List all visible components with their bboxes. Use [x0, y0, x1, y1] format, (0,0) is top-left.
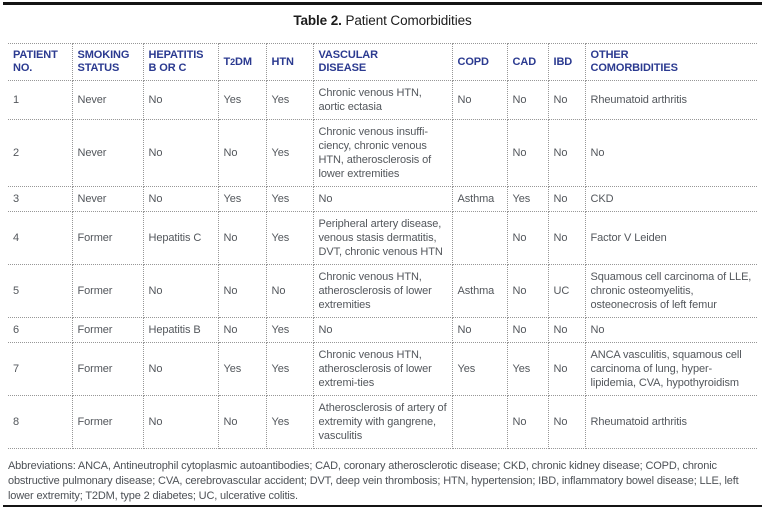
- cell-hepatitis-b-or-c: No: [143, 343, 218, 396]
- cell-t2dm: No: [218, 120, 266, 187]
- table-body: [8, 81, 757, 449]
- cell-smoking-status: Never: [72, 81, 143, 120]
- cell-other-comorbidities: Squamous cell carcinoma of LLE, chronic osteomyelitis, osteonecrosis of left femur: [585, 265, 757, 318]
- cell-htn: Yes: [266, 212, 313, 265]
- cell-vascular-disease: Atherosclerosis of artery of extremity with gangrene, vasculitis: [313, 396, 452, 449]
- cell-cad: Yes: [507, 187, 548, 212]
- cell-hepatitis-b-or-c: No: [143, 187, 218, 212]
- cell-t2dm: No: [218, 212, 266, 265]
- cell-copd: No: [452, 318, 507, 343]
- cell-patient-no: 6: [8, 318, 72, 343]
- header-copd: COPD: [452, 44, 507, 81]
- cell-hepatitis-b-or-c: Hepatitis C: [143, 212, 218, 265]
- table-row: [8, 212, 757, 265]
- cell-vascular-disease: Chronic venous insuffi-ciency, chronic venous HTN, atherosclerosis of lower extremities: [313, 120, 452, 187]
- cell-ibd: No: [548, 318, 585, 343]
- header-smoking-status: SMOKING STATUS: [72, 44, 143, 81]
- cell-ibd: No: [548, 396, 585, 449]
- cell-copd: Asthma: [452, 187, 507, 212]
- cell-htn: Yes: [266, 81, 313, 120]
- table-header-row: [8, 44, 757, 81]
- cell-smoking-status: Never: [72, 120, 143, 187]
- cell-htn: Yes: [266, 343, 313, 396]
- t2dm-2: 2: [230, 56, 236, 67]
- t2dm-dm: DM: [235, 55, 252, 68]
- table-row: [8, 120, 757, 187]
- cell-copd: [452, 212, 507, 265]
- table-row: [8, 396, 757, 449]
- cell-htn: No: [266, 265, 313, 318]
- table-row: [8, 318, 757, 343]
- cell-htn: Yes: [266, 396, 313, 449]
- cell-hepatitis-b-or-c: No: [143, 120, 218, 187]
- comorbidities-table: [8, 43, 757, 449]
- cell-smoking-status: Former: [72, 265, 143, 318]
- cell-other-comorbidities: No: [585, 318, 757, 343]
- cell-ibd: No: [548, 81, 585, 120]
- bottom-rule: [3, 505, 762, 507]
- cell-htn: Yes: [266, 187, 313, 212]
- cell-smoking-status: Never: [72, 187, 143, 212]
- cell-patient-no: 1: [8, 81, 72, 120]
- cell-copd: [452, 120, 507, 187]
- cell-other-comorbidities: ANCA vasculitis, squamous cell carcinoma of lung, hyper-lipidemia, CVA, hypothyroidism: [585, 343, 757, 396]
- cell-smoking-status: Former: [72, 396, 143, 449]
- cell-t2dm: Yes: [218, 187, 266, 212]
- cell-smoking-status: Former: [72, 212, 143, 265]
- cell-other-comorbidities: Rheumatoid arthritis: [585, 396, 757, 449]
- cell-vascular-disease: Peripheral artery disease, venous stasis dermatitis, DVT, chronic venous HTN: [313, 212, 452, 265]
- cell-patient-no: 5: [8, 265, 72, 318]
- cell-patient-no: 2: [8, 120, 72, 187]
- header-other-comorbidities: OTHER COMORBIDITIES: [585, 44, 757, 81]
- cell-t2dm: No: [218, 396, 266, 449]
- cell-t2dm: Yes: [218, 343, 266, 396]
- header-patient-no: PATIENT NO.: [8, 44, 72, 81]
- table-row: [8, 81, 757, 120]
- table-title-text: Patient Comorbidities: [341, 13, 472, 28]
- cell-vascular-disease: No: [313, 318, 452, 343]
- cell-cad: No: [507, 265, 548, 318]
- abbreviations-footnote: Abbreviations: ANCA, Antineutrophil cytoplasmic autoantibodies; CAD, coronary atherosclerotic disease; CKD, chronic kidney disease; COPD, chronic obstructive pulmonary disease; CVA, cerebrovascular accident; DVT, deep vein thrombosis; HTN, hypertension; IBD, inflammatory bowel disease; LLE, left lower extremity; T2DM, type 2 diabetes; UC, ulcerative colitis.: [8, 460, 739, 502]
- cell-smoking-status: Former: [72, 318, 143, 343]
- header-vascular-disease: VASCULAR DISEASE: [313, 44, 452, 81]
- cell-vascular-disease: Chronic venous HTN, atherosclerosis of lower extremi-ties: [313, 343, 452, 396]
- cell-htn: Yes: [266, 120, 313, 187]
- top-rule: [3, 2, 762, 5]
- table-title: [0, 13, 765, 28]
- cell-vascular-disease: Chronic venous HTN, aortic ectasia: [313, 81, 452, 120]
- cell-hepatitis-b-or-c: No: [143, 265, 218, 318]
- cell-htn: Yes: [266, 318, 313, 343]
- table-title-number: Table 2.: [293, 13, 342, 28]
- cell-vascular-disease: No: [313, 187, 452, 212]
- cell-hepatitis-b-or-c: No: [143, 396, 218, 449]
- cell-ibd: No: [548, 120, 585, 187]
- table-row: [8, 265, 757, 318]
- cell-copd: Yes: [452, 343, 507, 396]
- cell-cad: No: [507, 396, 548, 449]
- cell-patient-no: 8: [8, 396, 72, 449]
- cell-other-comorbidities: No: [585, 120, 757, 187]
- cell-vascular-disease: Chronic venous HTN, atherosclerosis of lower extremities: [313, 265, 452, 318]
- cell-other-comorbidities: CKD: [585, 187, 757, 212]
- header-hepatitis-b-or-c: HEPATITIS B OR C: [143, 44, 218, 81]
- cell-hepatitis-b-or-c: No: [143, 81, 218, 120]
- cell-patient-no: 7: [8, 343, 72, 396]
- cell-cad: No: [507, 120, 548, 187]
- cell-hepatitis-b-or-c: Hepatitis B: [143, 318, 218, 343]
- cell-copd: Asthma: [452, 265, 507, 318]
- cell-cad: Yes: [507, 343, 548, 396]
- cell-cad: No: [507, 318, 548, 343]
- t2dm-t: T: [223, 55, 231, 68]
- cell-t2dm: Yes: [218, 81, 266, 120]
- cell-patient-no: 4: [8, 212, 72, 265]
- cell-other-comorbidities: Factor V Leiden: [585, 212, 757, 265]
- cell-cad: No: [507, 212, 548, 265]
- cell-cad: No: [507, 81, 548, 120]
- cell-t2dm: No: [218, 265, 266, 318]
- header-cad: CAD: [507, 44, 548, 81]
- table-row: [8, 343, 757, 396]
- cell-ibd: No: [548, 343, 585, 396]
- cell-other-comorbidities: Rheumatoid arthritis: [585, 81, 757, 120]
- header-htn: HTN: [266, 44, 313, 81]
- header-ibd: IBD: [548, 44, 585, 81]
- cell-t2dm: No: [218, 318, 266, 343]
- cell-ibd: UC: [548, 265, 585, 318]
- cell-patient-no: 3: [8, 187, 72, 212]
- cell-ibd: No: [548, 187, 585, 212]
- cell-smoking-status: Former: [72, 343, 143, 396]
- cell-ibd: No: [548, 212, 585, 265]
- header-t2dm: [218, 44, 266, 81]
- cell-copd: [452, 396, 507, 449]
- cell-copd: No: [452, 81, 507, 120]
- table-row: [8, 187, 757, 212]
